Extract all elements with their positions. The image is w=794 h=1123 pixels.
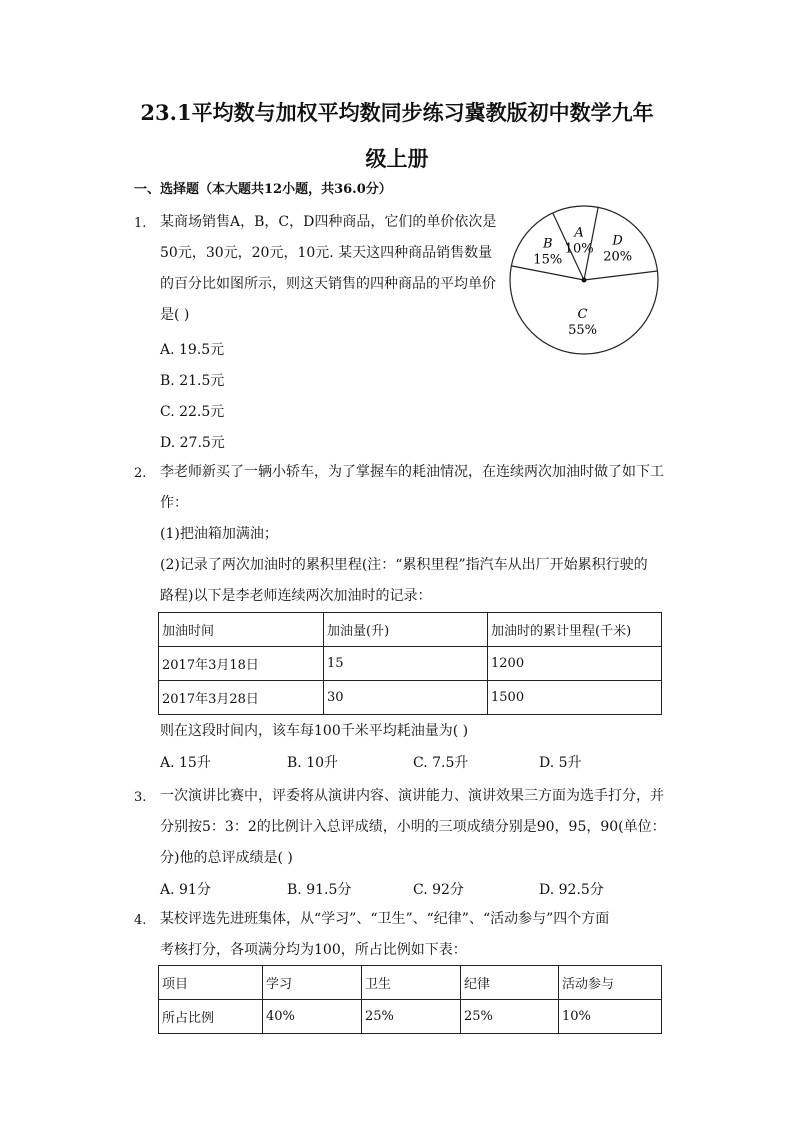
question-text-line: 分别按5：3：2的比例计入总评成绩，小明的三项成绩分别是90，95，90(单位： — [160, 819, 666, 835]
option-c: C. 92分 — [413, 882, 464, 898]
option-c: C. 7.5升 — [413, 755, 469, 771]
table-header-cell: 纪律 — [461, 966, 559, 1000]
fuel-record-table — [158, 612, 662, 715]
doc-title-line2: 级上册 — [365, 146, 429, 171]
table-row — [159, 647, 662, 681]
pie-slice-label: D — [612, 233, 623, 249]
table-cell: 25% — [362, 1000, 461, 1034]
pie-chart — [504, 200, 664, 360]
question-text-line: 一次演讲比赛中，评委将从演讲内容、演讲能力、演讲效果三方面为选手打分，并 — [160, 788, 664, 804]
pie-slice-percent: 20% — [603, 249, 633, 265]
table-header-cell: 加油时间 — [159, 613, 324, 647]
table-header-cell: 学习 — [263, 966, 362, 1000]
pie-slice-label: C — [577, 306, 588, 322]
question-text-line: 李老师新买了一辆小轿车，为了掌握车的耗油情况，在连续两次加油时做了如下工 — [160, 464, 664, 480]
table-cell: 25% — [461, 1000, 559, 1034]
doc-title-line1: 23.1平均数与加权平均数同步练习冀教版初中数学九年 — [140, 100, 654, 125]
table-header-row — [159, 966, 662, 1000]
pie-slice-percent: 15% — [533, 252, 563, 268]
pie-slice-percent: 55% — [568, 322, 597, 338]
option-b: B. 91.5分 — [287, 882, 352, 898]
question-text-line: 分)他的总评成绩是( ) — [160, 850, 293, 866]
question-number: 4. — [134, 913, 147, 928]
table-row — [159, 1000, 662, 1034]
section-heading: 一、选择题（本大题共12小题，共36.0分） — [134, 182, 392, 197]
table-cell: 2017年3月28日 — [159, 681, 324, 715]
option-d: D. 5升 — [539, 755, 582, 771]
table-cell: 1500 — [488, 681, 662, 715]
table-cell: 15 — [324, 647, 488, 681]
table-cell: 1200 — [488, 647, 662, 681]
pie-center-dot — [582, 278, 587, 283]
question-text-line: 则在这段时间内，该车每100千米平均耗油量为( ) — [160, 723, 469, 739]
option-d: D. 92.5分 — [539, 882, 604, 898]
table-row — [159, 681, 662, 715]
question-text-line: 路程)以下是李老师连续两次加油时的记录： — [160, 588, 432, 604]
table-cell: 所占比例 — [159, 1000, 263, 1034]
table-header-cell: 加油量(升) — [324, 613, 488, 647]
question-text-line: 某商场销售A，B，C，D四种商品，它们的单价依次是 — [160, 214, 497, 230]
table-header-cell: 加油时的累计里程(千米) — [488, 613, 662, 647]
table-header-row — [159, 613, 662, 647]
question-text-line: 50元，30元，20元，10元. 某天这四种商品销售数量 — [160, 245, 493, 261]
question-number: 1. — [134, 216, 147, 231]
option-c: C. 22.5元 — [160, 404, 225, 420]
table-header-cell: 活动参与 — [559, 966, 662, 1000]
pie-slice-percent: 10% — [564, 241, 594, 257]
option-a: A. 19.5元 — [160, 342, 225, 358]
pie-slice-label: A — [574, 225, 584, 241]
question-text-line: 考核打分，各项满分均为100，所占比例如下表： — [160, 942, 467, 958]
weight-ratio-table — [158, 965, 662, 1034]
question-text-line: 的百分比如图所示，则这天销售的四种商品的平均单价 — [160, 276, 496, 292]
option-d: D. 27.5元 — [160, 435, 225, 451]
table-header-cell: 项目 — [159, 966, 263, 1000]
option-b: B. 10升 — [287, 755, 339, 771]
question-number: 2. — [134, 466, 147, 481]
question-text-line: (2)记录了两次加油时的累积里程(注：“累积里程”指汽车从出厂开始累积行驶的 — [160, 557, 648, 573]
question-text-line: 作： — [160, 495, 188, 511]
table-cell: 2017年3月18日 — [159, 647, 324, 681]
table-cell: 10% — [559, 1000, 662, 1034]
option-a: A. 15升 — [160, 755, 211, 771]
table-cell: 40% — [263, 1000, 362, 1034]
table-cell: 30 — [324, 681, 488, 715]
option-a: A. 91分 — [160, 882, 211, 898]
pie-slice-label: B — [542, 236, 553, 252]
question-text-line: (1)把油箱加满油； — [160, 526, 278, 542]
question-number: 3. — [134, 790, 147, 805]
table-header-cell: 卫生 — [362, 966, 461, 1000]
option-b: B. 21.5元 — [160, 373, 225, 389]
question-text-line: 某校评选先进班集体，从“学习”、“卫生”、“纪律”、“活动参与”四个方面 — [160, 911, 610, 927]
question-text-line: 是( ) — [160, 307, 190, 323]
